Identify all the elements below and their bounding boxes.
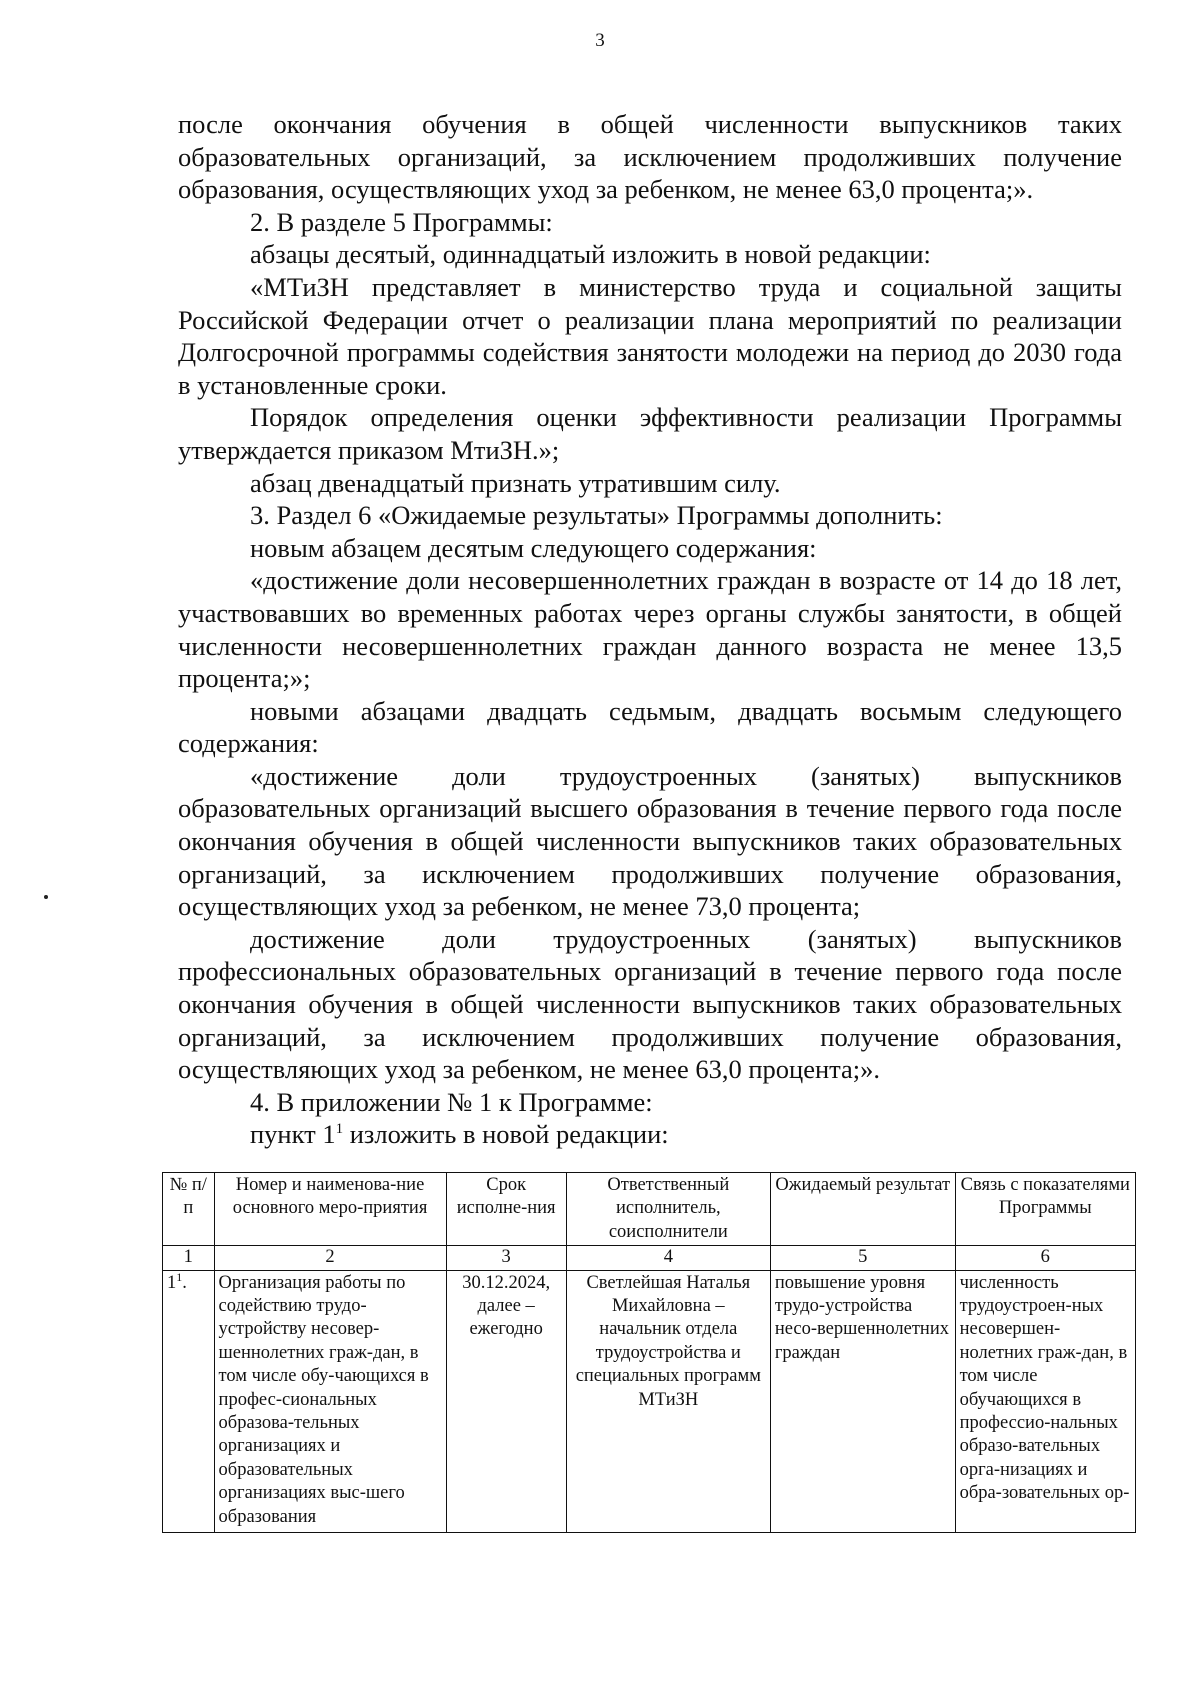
column-number: 5 xyxy=(770,1246,955,1270)
page-number: 3 xyxy=(595,30,605,51)
table-row xyxy=(163,1270,1136,1532)
column-number: 1 xyxy=(163,1246,215,1270)
last-line-text-after: изложить в новой редакции: xyxy=(343,1119,669,1150)
body-paragraph: после окончания обучения в общей численности выпускников таких образовательных организаций, за исключением продолживших получение образования, осуществляющих уход за ребенком, не менее 63,0 процента;». xyxy=(178,109,1122,205)
body-paragraph: абзацы десятый, одиннадцатый изложить в новой редакции: xyxy=(250,239,931,270)
superscript: 1 xyxy=(335,1121,344,1138)
body-paragraph: Порядок определения оценки эффективности реализации Программы утверждается приказом МтиЗН.»; xyxy=(178,402,1122,465)
header-link: Связь с показателями Программы xyxy=(955,1173,1135,1246)
header-num: № п/п xyxy=(163,1173,215,1246)
column-number: 2 xyxy=(214,1246,446,1270)
last-line-paragraph xyxy=(178,1118,1122,1151)
row-number: 1 xyxy=(167,1272,177,1293)
row-number-sup: 1 xyxy=(176,1269,183,1284)
row-deadline: 30.12.2024, далее – ежегодно xyxy=(446,1270,566,1532)
body-paragraph: 4. В приложении № 1 к Программе: xyxy=(250,1086,653,1117)
row-number-cell xyxy=(163,1270,215,1532)
column-number: 4 xyxy=(566,1246,770,1270)
column-number-row xyxy=(163,1246,1136,1270)
last-line-text: пункт 1 xyxy=(250,1119,336,1150)
body-paragraph: абзац двенадцатый признать утратившим силу. xyxy=(250,467,781,498)
scan-speck xyxy=(44,895,48,899)
body-paragraph: достижение доли трудоустроенных (занятых) выпускников профессиональных образовательных организаций в течение первого года после окончания обучения в общей численности выпускников таких образовательных организаций, за исключением продолживших получение образования, осуществляющих уход за ребенком, не менее 63,0 процента;». xyxy=(178,923,1122,1085)
body-paragraph: «достижение доли трудоустроенных (занятых) выпускников образовательных организаций высшего образования в течение первого года после окончания обучения в общей численности выпускников таких образовательных организаций, за исключением продолживших получение образования, осуществляющих уход за ребенком, не менее 73,0 процента; xyxy=(178,760,1122,922)
row-responsible: Светлейшая Наталья Михайловна – начальник отдела трудоустройства и специальных программ МТиЗН xyxy=(566,1270,770,1532)
row-number-suffix: . xyxy=(182,1272,187,1293)
header-responsible: Ответственный исполнитель, соисполнители xyxy=(566,1173,770,1246)
plan-table xyxy=(162,1172,1136,1533)
body-paragraph: новым абзацем десятым следующего содержания: xyxy=(250,532,817,563)
body-paragraph: 2. В разделе 5 Программы: xyxy=(250,206,553,237)
table-header-row xyxy=(163,1173,1136,1246)
row-name: Организация работы по содействию трудо-устройству несовер-шеннолетних граж-дан, в том числе обу-чающихся в профес-сиональных образова-тельных организациях и образовательных организациях выс-шего образования xyxy=(214,1270,446,1532)
header-deadline: Срок исполне-ния xyxy=(446,1173,566,1246)
body-paragraph: «достижение доли несовершеннолетних граждан в возрасте от 14 до 18 лет, участвовавших во временных работах через органы службы занятости, в общей численности несовершеннолетних граждан данного возраста не менее 13,5 процента;»; xyxy=(178,565,1122,694)
header-result: Ожидаемый результат xyxy=(770,1173,955,1246)
header-name: Номер и наименова-ние основного меро-приятия xyxy=(214,1173,446,1246)
document-body xyxy=(178,108,1122,1151)
body-paragraph: новыми абзацами двадцать седьмым, двадцать восьмым следующего содержания: xyxy=(178,695,1122,759)
row-link: численность трудоустроен-ных несовершен-нолетних граж-дан, в том числе обучающихся в профессио-нальных образо-вательных орга-низациях и обра-зовательных ор- xyxy=(955,1270,1135,1532)
body-paragraph: «МТиЗН представляет в министерство труда и социальной защиты Российской Федерации отчет о реализации плана мероприятий по реализации Долгосрочной программы содействия занятости молодежи на период до 2030 года в установленные сроки. xyxy=(178,271,1122,400)
column-number: 6 xyxy=(955,1246,1135,1270)
body-paragraph: 3. Раздел 6 «Ожидаемые результаты» Программы дополнить: xyxy=(250,500,943,531)
column-number: 3 xyxy=(446,1246,566,1270)
row-result: повышение уровня трудо-устройства несо-вершеннолетних граждан xyxy=(770,1270,955,1532)
